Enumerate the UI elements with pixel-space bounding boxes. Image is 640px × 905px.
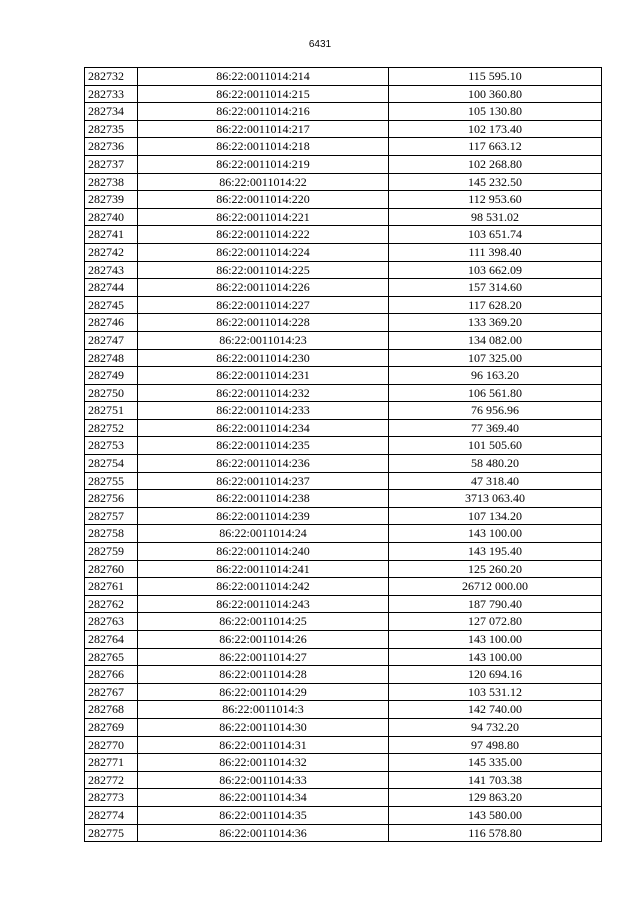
record-number-cell: 282773: [85, 789, 138, 807]
table-row: [85, 138, 602, 156]
cadastral-value-cell: 141 703.38: [389, 771, 602, 789]
table-row: [85, 789, 602, 807]
record-number-cell: 282753: [85, 437, 138, 455]
record-number-cell: 282745: [85, 296, 138, 314]
cadastral-number-cell: 86:22:0011014:238: [138, 490, 389, 508]
cadastral-number-cell: 86:22:0011014:218: [138, 138, 389, 156]
cadastral-value-cell: 127 072.80: [389, 613, 602, 631]
table-row: [85, 455, 602, 473]
table-row: [85, 419, 602, 437]
table-row: [85, 472, 602, 490]
cadastral-number-cell: 86:22:0011014:34: [138, 789, 389, 807]
table-row: [85, 331, 602, 349]
cadastral-value-cell: 117 663.12: [389, 138, 602, 156]
cadastral-value-cell: 96 163.20: [389, 367, 602, 385]
table-row: [85, 226, 602, 244]
table-row: [85, 314, 602, 332]
table-row: [85, 824, 602, 842]
table-row: [85, 243, 602, 261]
cadastral-value-cell: 117 628.20: [389, 296, 602, 314]
record-number-cell: 282769: [85, 718, 138, 736]
cadastral-number-cell: 86:22:0011014:29: [138, 683, 389, 701]
cadastral-number-cell: 86:22:0011014:227: [138, 296, 389, 314]
record-number-cell: 282756: [85, 490, 138, 508]
cadastral-value-cell: 47 318.40: [389, 472, 602, 490]
cadastral-number-cell: 86:22:0011014:22: [138, 173, 389, 191]
table-row: [85, 613, 602, 631]
record-number-cell: 282741: [85, 226, 138, 244]
record-number-cell: 282760: [85, 560, 138, 578]
record-number-cell: 282763: [85, 613, 138, 631]
cadastral-value-cell: 157 314.60: [389, 279, 602, 297]
record-number-cell: 282750: [85, 384, 138, 402]
record-number-cell: 282766: [85, 666, 138, 684]
cadastral-value-cell: 102 268.80: [389, 155, 602, 173]
cadastral-number-cell: 86:22:0011014:233: [138, 402, 389, 420]
record-number-cell: 282761: [85, 578, 138, 596]
cadastral-number-cell: 86:22:0011014:234: [138, 419, 389, 437]
cadastral-value-cell: 103 531.12: [389, 683, 602, 701]
record-number-cell: 282752: [85, 419, 138, 437]
cadastral-number-cell: 86:22:0011014:219: [138, 155, 389, 173]
cadastral-value-cell: 98 531.02: [389, 208, 602, 226]
cadastral-value-cell: 112 953.60: [389, 191, 602, 209]
cadastral-value-cell: 103 651.74: [389, 226, 602, 244]
table-row: [85, 595, 602, 613]
record-number-cell: 282740: [85, 208, 138, 226]
table-row: [85, 701, 602, 719]
record-number-cell: 282742: [85, 243, 138, 261]
cadastral-value-cell: 143 580.00: [389, 806, 602, 824]
record-number-cell: 282749: [85, 367, 138, 385]
record-number-cell: 282762: [85, 595, 138, 613]
cadastral-number-cell: 86:22:0011014:224: [138, 243, 389, 261]
record-number-cell: 282738: [85, 173, 138, 191]
table-row: [85, 648, 602, 666]
cadastral-value-cell: 105 130.80: [389, 103, 602, 121]
cadastral-number-cell: 86:22:0011014:25: [138, 613, 389, 631]
cadastral-number-cell: 86:22:0011014:242: [138, 578, 389, 596]
cadastral-number-cell: 86:22:0011014:225: [138, 261, 389, 279]
table-row: [85, 208, 602, 226]
table-row: [85, 560, 602, 578]
record-number-cell: 282771: [85, 754, 138, 772]
cadastral-value-cell: 3713 063.40: [389, 490, 602, 508]
page-number: 6431: [308, 39, 332, 50]
record-number-cell: 282759: [85, 543, 138, 561]
table-row: [85, 191, 602, 209]
cadastral-number-cell: 86:22:0011014:236: [138, 455, 389, 473]
cadastral-value-cell: 120 694.16: [389, 666, 602, 684]
table-row: [85, 683, 602, 701]
cadastral-value-cell: 134 082.00: [389, 331, 602, 349]
cadastral-value-cell: 76 956.96: [389, 402, 602, 420]
table-row: [85, 437, 602, 455]
cadastral-value-cell: 129 863.20: [389, 789, 602, 807]
table-row: [85, 507, 602, 525]
cadastral-value-cell: 103 662.09: [389, 261, 602, 279]
table-row: [85, 490, 602, 508]
cadastral-value-cell: 115 595.10: [389, 68, 602, 86]
record-number-cell: 282754: [85, 455, 138, 473]
table-row: [85, 631, 602, 649]
cadastral-number-cell: 86:22:0011014:217: [138, 120, 389, 138]
table-body: [85, 68, 602, 842]
cadastral-value-cell: 143 100.00: [389, 525, 602, 543]
cadastral-value-cell: 102 173.40: [389, 120, 602, 138]
cadastral-number-cell: 86:22:0011014:231: [138, 367, 389, 385]
cadastral-number-cell: 86:22:0011014:27: [138, 648, 389, 666]
table-row: [85, 543, 602, 561]
record-number-cell: 282739: [85, 191, 138, 209]
record-number-cell: 282734: [85, 103, 138, 121]
record-number-cell: 282775: [85, 824, 138, 842]
cadastral-value-cell: 77 369.40: [389, 419, 602, 437]
cadastral-number-cell: 86:22:0011014:226: [138, 279, 389, 297]
cadastral-number-cell: 86:22:0011014:239: [138, 507, 389, 525]
record-number-cell: 282747: [85, 331, 138, 349]
cadastral-value-cell: 116 578.80: [389, 824, 602, 842]
table-row: [85, 85, 602, 103]
table-row: [85, 666, 602, 684]
record-number-cell: 282735: [85, 120, 138, 138]
cadastral-number-cell: 86:22:0011014:230: [138, 349, 389, 367]
cadastral-value-cell: 142 740.00: [389, 701, 602, 719]
cadastral-number-cell: 86:22:0011014:228: [138, 314, 389, 332]
cadastral-value-cell: 100 360.80: [389, 85, 602, 103]
record-number-cell: 282751: [85, 402, 138, 420]
record-number-cell: 282770: [85, 736, 138, 754]
table-row: [85, 736, 602, 754]
cadastral-number-cell: 86:22:0011014:243: [138, 595, 389, 613]
record-number-cell: 282732: [85, 68, 138, 86]
cadastral-number-cell: 86:22:0011014:235: [138, 437, 389, 455]
record-number-cell: 282767: [85, 683, 138, 701]
table-row: [85, 296, 602, 314]
table-row: [85, 173, 602, 191]
table-row: [85, 68, 602, 86]
cadastral-value-cell: 143 100.00: [389, 648, 602, 666]
cadastral-value-cell: 145 232.50: [389, 173, 602, 191]
table-row: [85, 279, 602, 297]
table-row: [85, 525, 602, 543]
cadastral-value-cell: 107 134.20: [389, 507, 602, 525]
table-row: [85, 103, 602, 121]
cadastral-number-cell: 86:22:0011014:33: [138, 771, 389, 789]
cadastral-number-cell: 86:22:0011014:216: [138, 103, 389, 121]
cadastral-value-cell: 101 505.60: [389, 437, 602, 455]
cadastral-number-cell: 86:22:0011014:241: [138, 560, 389, 578]
record-number-cell: 282757: [85, 507, 138, 525]
record-number-cell: 282748: [85, 349, 138, 367]
cadastral-number-cell: 86:22:0011014:35: [138, 806, 389, 824]
cadastral-value-cell: 143 195.40: [389, 543, 602, 561]
cadastral-number-cell: 86:22:0011014:36: [138, 824, 389, 842]
cadastral-number-cell: 86:22:0011014:232: [138, 384, 389, 402]
record-number-cell: 282737: [85, 155, 138, 173]
record-number-cell: 282736: [85, 138, 138, 156]
cadastral-number-cell: 86:22:0011014:30: [138, 718, 389, 736]
cadastral-value-cell: 111 398.40: [389, 243, 602, 261]
table-row: [85, 155, 602, 173]
table-row: [85, 349, 602, 367]
cadastral-number-cell: 86:22:0011014:23: [138, 331, 389, 349]
cadastral-number-cell: 86:22:0011014:3: [138, 701, 389, 719]
table-row: [85, 402, 602, 420]
cadastral-value-cell: 143 100.00: [389, 631, 602, 649]
table-row: [85, 754, 602, 772]
cadastral-value-cell: 145 335.00: [389, 754, 602, 772]
table-row: [85, 120, 602, 138]
table-row: [85, 384, 602, 402]
cadastral-number-cell: 86:22:0011014:32: [138, 754, 389, 772]
cadastral-value-cell: 97 498.80: [389, 736, 602, 754]
record-number-cell: 282755: [85, 472, 138, 490]
cadastral-number-cell: 86:22:0011014:24: [138, 525, 389, 543]
cadastral-value-cell: 125 260.20: [389, 560, 602, 578]
table-row: [85, 261, 602, 279]
cadastral-number-cell: 86:22:0011014:221: [138, 208, 389, 226]
record-number-cell: 282772: [85, 771, 138, 789]
cadastral-value-cell: 106 561.80: [389, 384, 602, 402]
table-row: [85, 718, 602, 736]
record-number-cell: 282746: [85, 314, 138, 332]
record-number-cell: 282744: [85, 279, 138, 297]
record-number-cell: 282765: [85, 648, 138, 666]
record-number-cell: 282743: [85, 261, 138, 279]
cadastral-number-cell: 86:22:0011014:215: [138, 85, 389, 103]
cadastral-number-cell: 86:22:0011014:214: [138, 68, 389, 86]
cadastral-value-cell: 107 325.00: [389, 349, 602, 367]
cadastral-value-cell: 58 480.20: [389, 455, 602, 473]
cadastral-number-cell: 86:22:0011014:237: [138, 472, 389, 490]
record-number-cell: 282774: [85, 806, 138, 824]
cadastral-value-table: [84, 67, 602, 842]
record-number-cell: 282768: [85, 701, 138, 719]
cadastral-value-cell: 133 369.20: [389, 314, 602, 332]
table-row: [85, 367, 602, 385]
record-number-cell: 282758: [85, 525, 138, 543]
cadastral-number-cell: 86:22:0011014:222: [138, 226, 389, 244]
record-number-cell: 282733: [85, 85, 138, 103]
cadastral-number-cell: 86:22:0011014:26: [138, 631, 389, 649]
cadastral-number-cell: 86:22:0011014:240: [138, 543, 389, 561]
table-row: [85, 578, 602, 596]
record-number-cell: 282764: [85, 631, 138, 649]
cadastral-value-cell: 26712 000.00: [389, 578, 602, 596]
table-row: [85, 806, 602, 824]
cadastral-number-cell: 86:22:0011014:31: [138, 736, 389, 754]
cadastral-value-cell: 94 732.20: [389, 718, 602, 736]
cadastral-value-cell: 187 790.40: [389, 595, 602, 613]
cadastral-number-cell: 86:22:0011014:28: [138, 666, 389, 684]
table-row: [85, 771, 602, 789]
cadastral-number-cell: 86:22:0011014:220: [138, 191, 389, 209]
